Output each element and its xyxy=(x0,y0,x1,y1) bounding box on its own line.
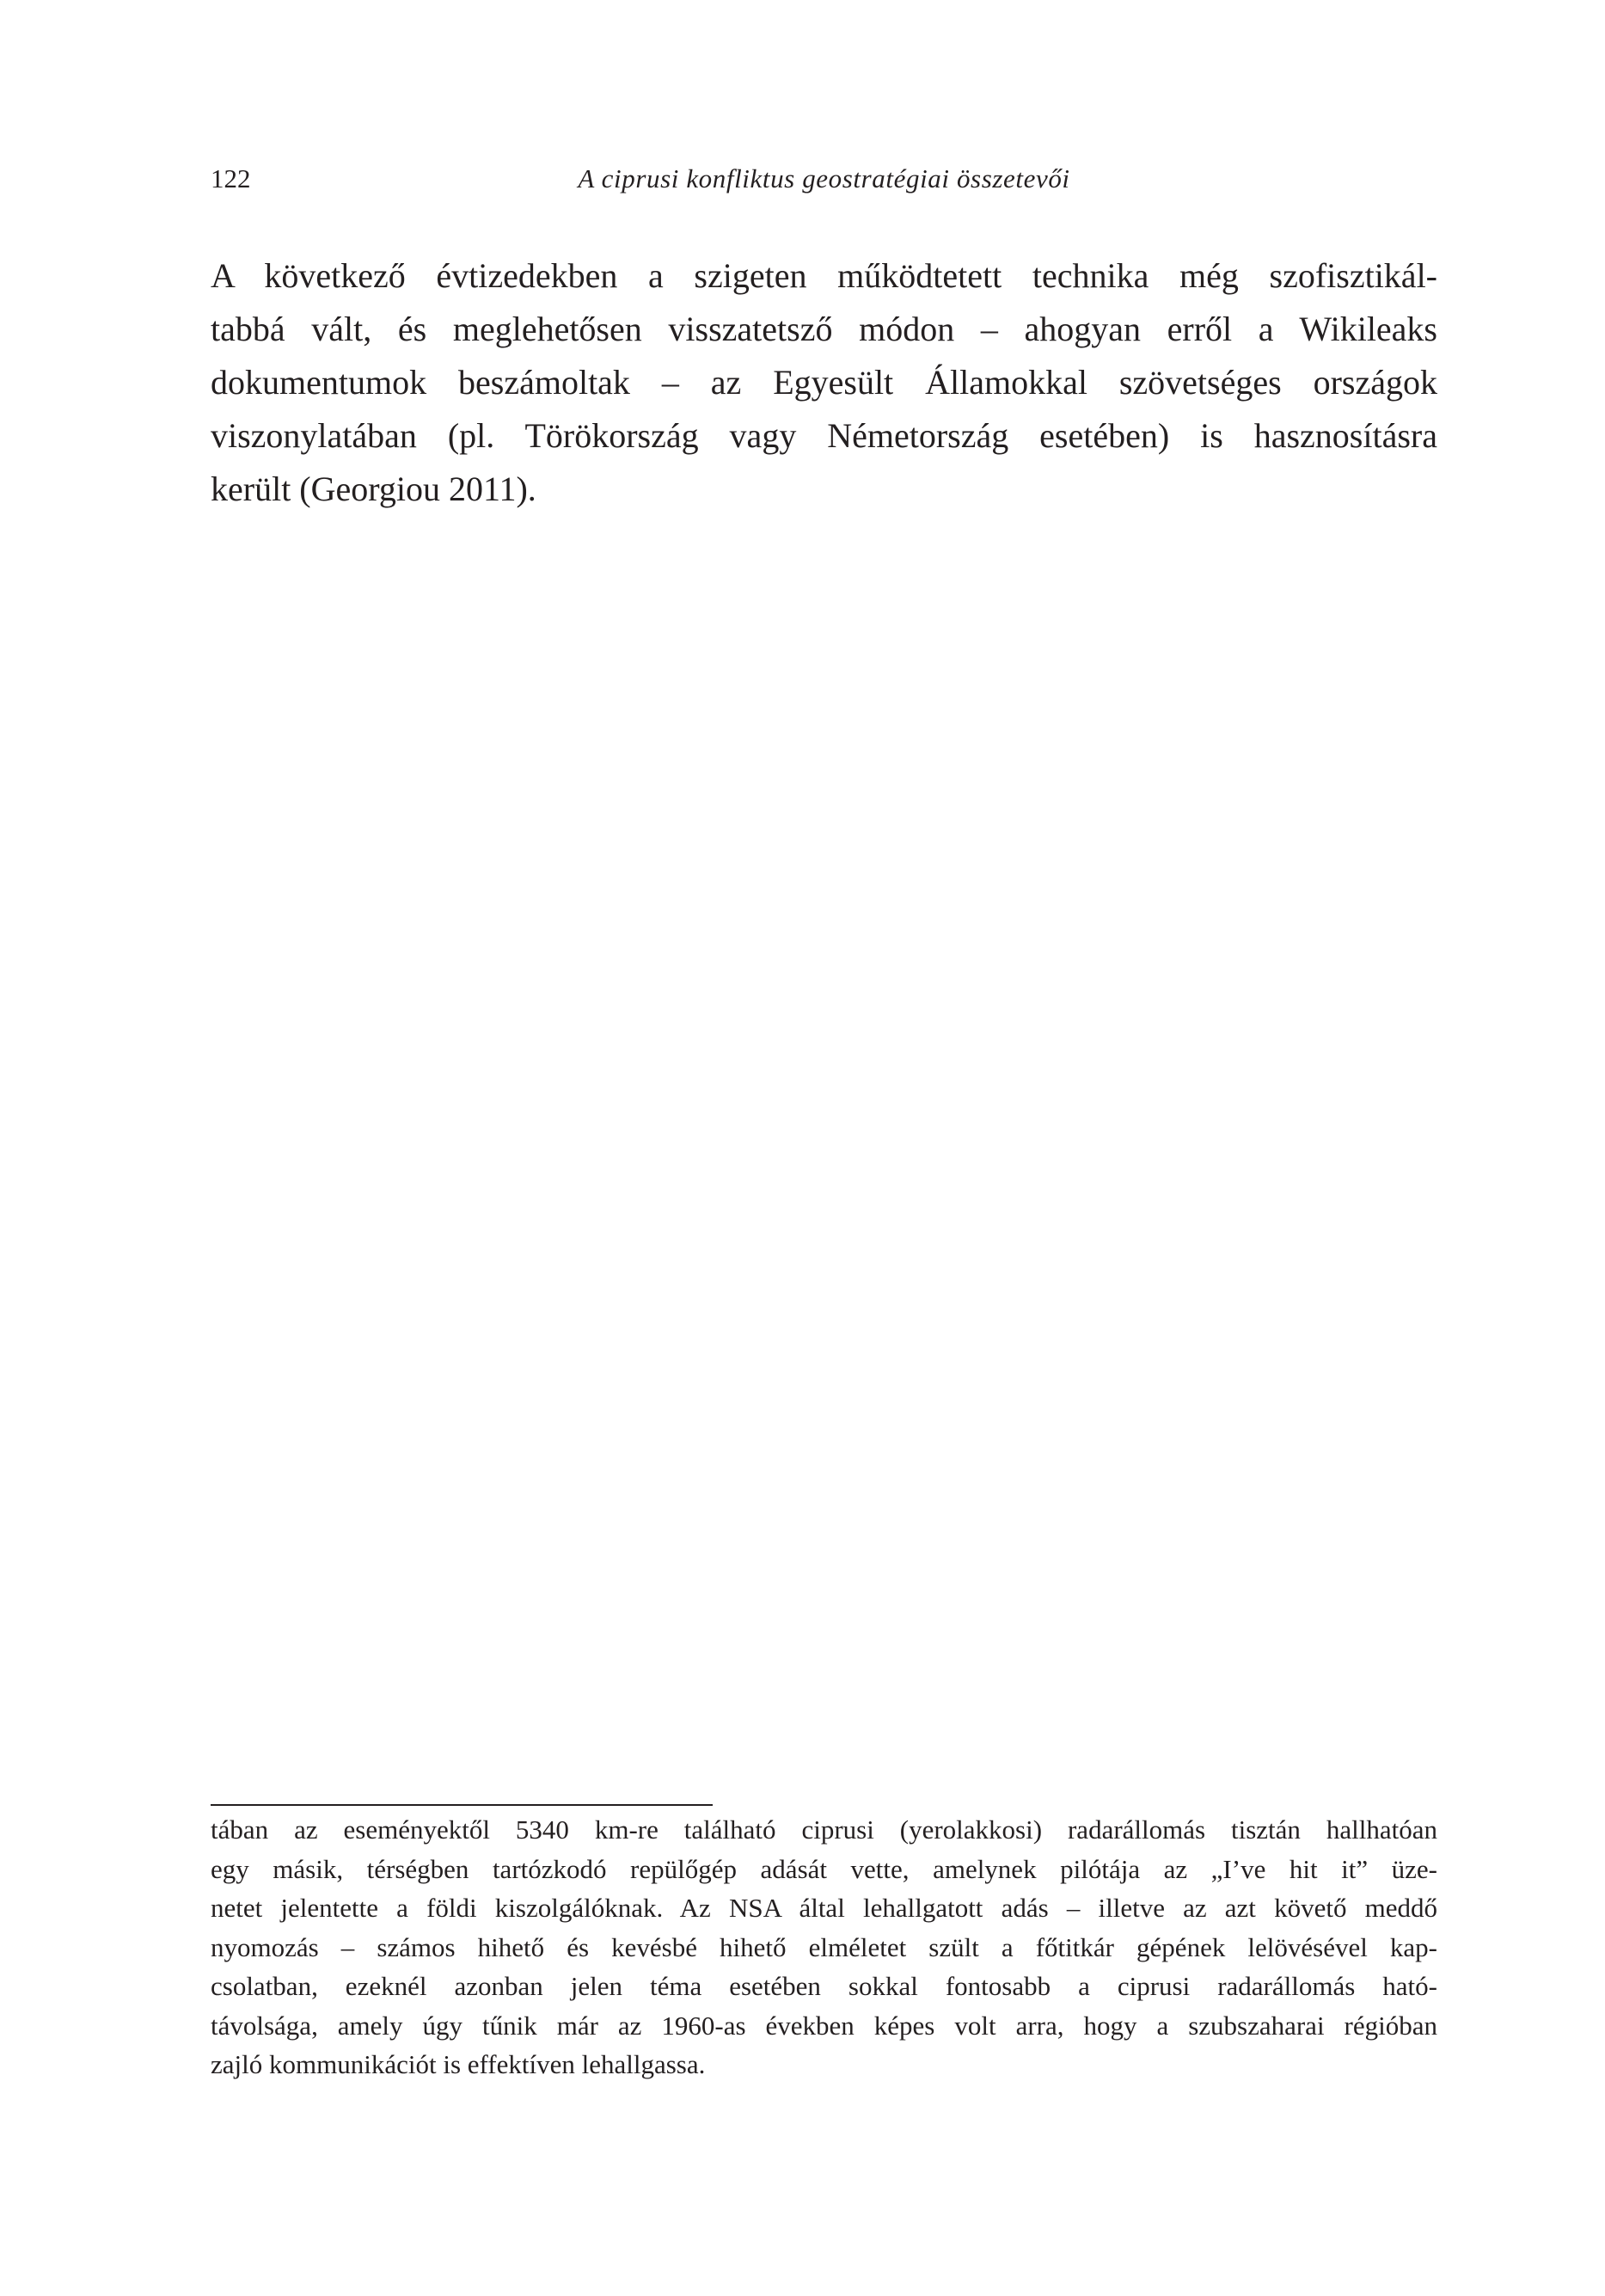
page-number: 122 xyxy=(211,163,251,193)
footnote xyxy=(211,1810,1437,2084)
footnote-line: egy másik, térségben tartózkodó repülőgép adását vette, amelynek pilótája az „I’ve hit it” üze- xyxy=(211,1853,1437,1884)
body-line: viszonylatában (pl. Törökország vagy Németország esetében) is hasznosításra xyxy=(211,416,1437,455)
footnote-line: zajló kommunikációt is effektíven lehallgassa. xyxy=(211,2049,706,2079)
body-paragraph xyxy=(211,249,1437,516)
body-line: tabbá vált, és meglehetősen visszatetsző módon – ahogyan erről a Wikileaks xyxy=(211,310,1437,348)
body-line: került (Georgiou 2011). xyxy=(211,470,536,508)
running-title: A ciprusi konfliktus geostratégiai összetevői xyxy=(578,163,1070,193)
footnote-line: tában az eseményektől 5340 km-re található ciprusi (yerolakkosi) radarállomás tisztán hallhatóan xyxy=(211,1814,1437,1845)
footnote-line: nyomozás – számos hihető és kevésbé hihető elméletet szült a főtitkár gépének lelövésével kap- xyxy=(211,1931,1437,1962)
footnote-line: távolsága, amely úgy tűnik már az 1960-as években képes volt arra, hogy a szubszaharai régióban xyxy=(211,2010,1437,2041)
body-line: dokumentumok beszámoltak – az Egyesült Államokkal szövetséges országok xyxy=(211,363,1437,402)
footnote-line: netet jelentette a földi kiszolgálóknak. Az NSA által lehallgatott adás – illetve az azt követő meddő xyxy=(211,1893,1437,1923)
footnote-line: csolatban, ezeknél azonban jelen téma esetében sokkal fontosabb a ciprusi radarállomás ható- xyxy=(211,1971,1437,2001)
body-line: A következő évtizedekben a szigeten működtetett technika még szofisztikál- xyxy=(211,256,1437,295)
footnote-separator xyxy=(211,1804,713,1806)
